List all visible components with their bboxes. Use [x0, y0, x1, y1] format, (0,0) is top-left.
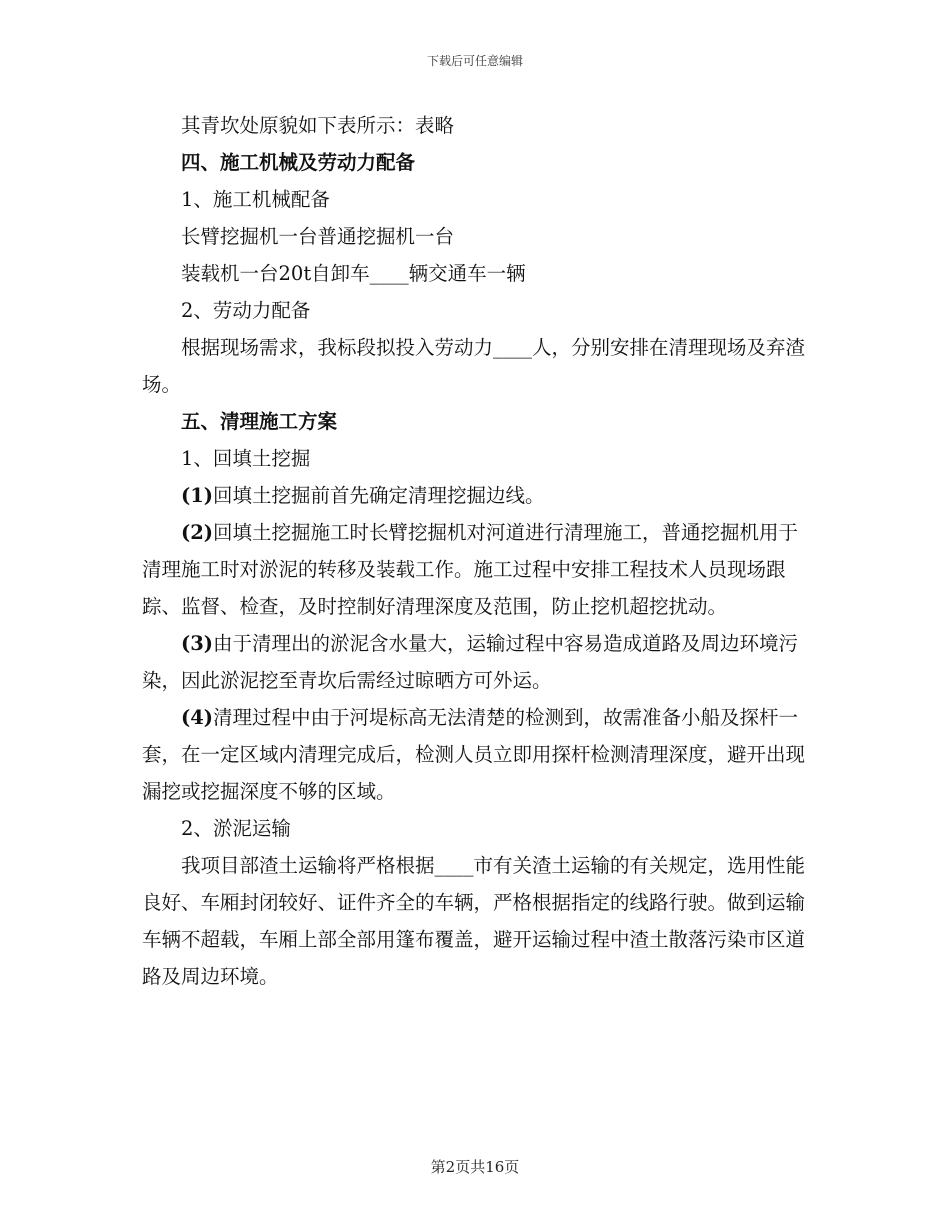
page-number: 第2页共16页 [430, 1158, 520, 1176]
numbered-paragraph [142, 625, 810, 699]
numbered-paragraph [142, 514, 810, 625]
paragraph: 装载机一台20t自卸车____辆交通车一辆 [181, 262, 526, 285]
numbered-paragraph [142, 477, 810, 514]
paragraph: 根据现场需求，我标段拟投入劳动力____人，分别安排在清理现场及弃渣场。 [142, 336, 806, 396]
item-text: 由于清理出的淤泥含水量大，运输过程中容易造成道路及周边环境污染，因此淤泥挖至青坎后需经过晾晒方可外运。 [142, 632, 799, 692]
item-text: 回填土挖掘前首先确定清理挖掘边线。 [213, 484, 545, 507]
item-number: (1) [181, 484, 214, 507]
paragraph: 长臂挖掘机一台普通挖掘机一台 [181, 225, 455, 248]
subsection-heading: 1、回填土挖掘 [181, 447, 311, 470]
subsection-heading: 2、淤泥运输 [181, 817, 291, 840]
item-number: (2) [181, 521, 214, 544]
numbered-paragraph [142, 699, 810, 810]
item-text: 清理过程中由于河堤标高无法清楚的检测到，故需准备小船及探杆一套，在一定区域内清理完成后，检测人员立即用探杆检测清理深度，避开出现漏挖或挖掘深度不够的区域。 [142, 706, 806, 803]
section-heading: 四、施工机械及劳动力配备 [181, 151, 416, 174]
item-text: 回填土挖掘施工时长臂挖掘机对河道进行清理施工，普通挖掘机用于清理施工时对淤泥的转移及装载工作。施工过程中安排工程技术人员现场跟踪、监督、检查，及时控制好清理深度及范围，防止挖机超挖扰动。 [142, 521, 799, 618]
page-header-note: 下载后可任意编辑 [426, 54, 523, 68]
section-heading: 五、清理施工方案 [181, 410, 338, 433]
document-body [142, 107, 810, 995]
subsection-heading: 2、劳动力配备 [181, 299, 311, 322]
paragraph: 其青坎处原貌如下表所示：表略 [181, 114, 455, 137]
subsection-heading: 1、施工机械配备 [181, 188, 330, 211]
item-number: (3) [181, 632, 214, 655]
paragraph: 我项目部渣土运输将严格根据____市有关渣土运输的有关规定，选用性能良好、车厢封闭较好、证件齐全的车辆，严格根据指定的线路行驶。做到运输车辆不超载，车厢上部全部用篷布覆盖，避开运输过程中渣土散落污染市区道路及周边环境。 [142, 854, 806, 988]
item-number: (4) [181, 706, 214, 729]
